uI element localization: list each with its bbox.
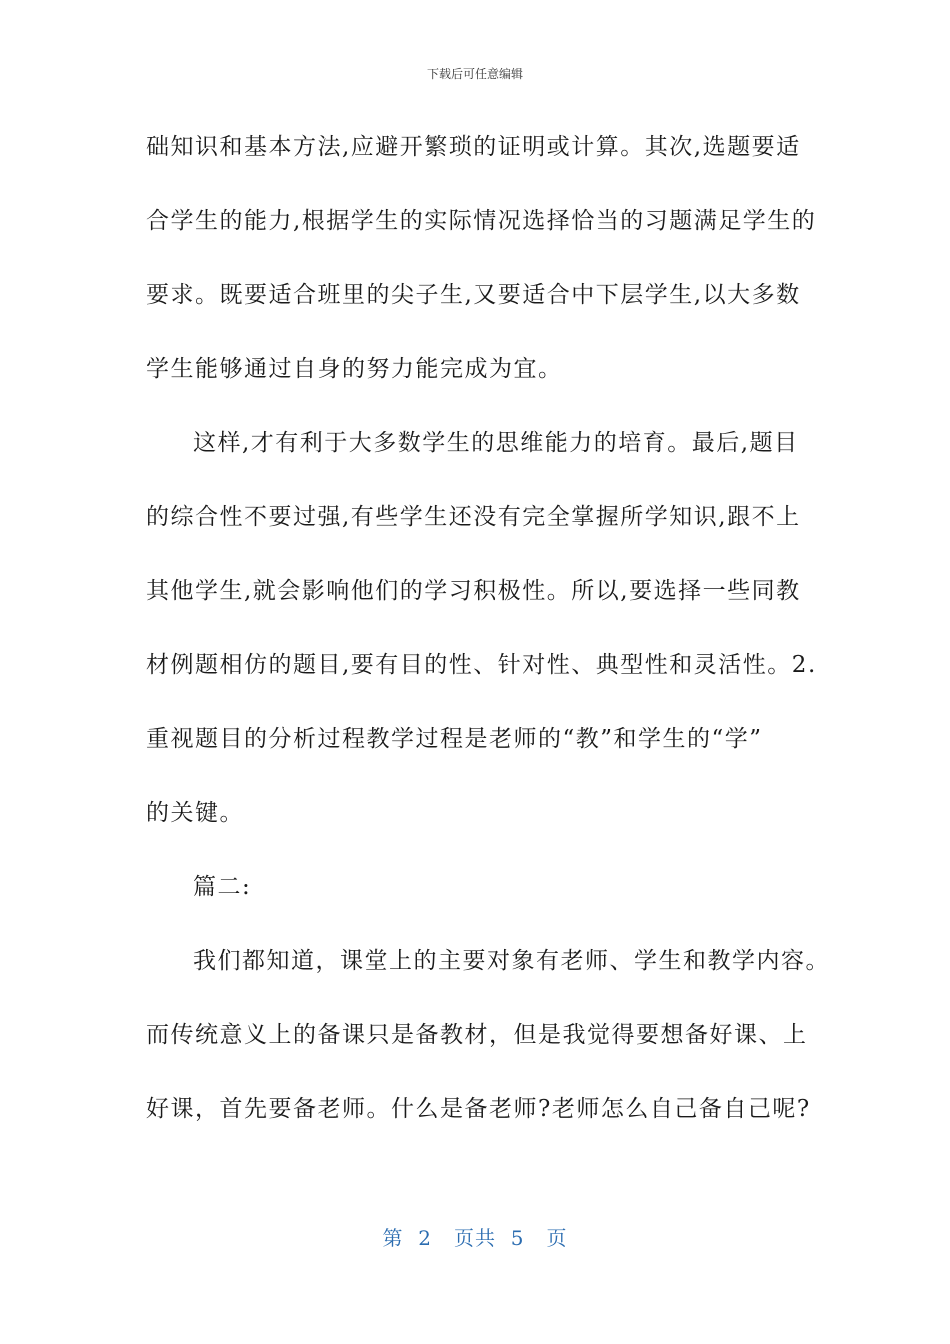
text-line: 材例题相仿的题目,要有目的性、针对性、典型性和灵活性。2. (146, 652, 817, 678)
text-line: 础知识和基本方法,应避开繁琐的证明或计算。其次,选题要适 (146, 134, 801, 160)
text-line: 合学生的能力,根据学生的实际情况选择恰当的习题满足学生的 (146, 208, 817, 234)
section-heading: 篇二: (193, 874, 252, 900)
text-line: 好课，首先要备老师。什么是备老师?老师怎么自己备自己呢? (146, 1096, 811, 1122)
paragraph-start-line: 我们都知道，课堂上的主要对象有老师、学生和教学内容。 (193, 948, 830, 974)
text-line: 其他学生,就会影响他们的学习积极性。所以,要选择一些同教 (146, 578, 801, 604)
paragraph-start-line: 这样,才有利于大多数学生的思维能力的培育。最后,题目 (193, 430, 799, 456)
text-line: 而传统意义上的备课只是备教材，但是我觉得要想备好课、上 (146, 1022, 808, 1048)
page-number-footer: 第 2 页共 5 页 (382, 1226, 568, 1250)
text-line: 的综合性不要过强,有些学生还没有完全掌握所学知识,跟不上 (146, 504, 801, 530)
text-line: 的关键。 (146, 800, 244, 826)
text-line: 要求。既要适合班里的尖子生,又要适合中下层学生,以大多数 (146, 282, 801, 308)
text-line: 重视题目的分析过程教学过程是老师的“教”和学生的“学” (146, 726, 763, 752)
document-body (146, 122, 830, 1158)
text-line: 学生能够通过自身的努力能完成为宜。 (146, 356, 563, 382)
page-header: 下载后可任意编辑 (426, 67, 523, 81)
